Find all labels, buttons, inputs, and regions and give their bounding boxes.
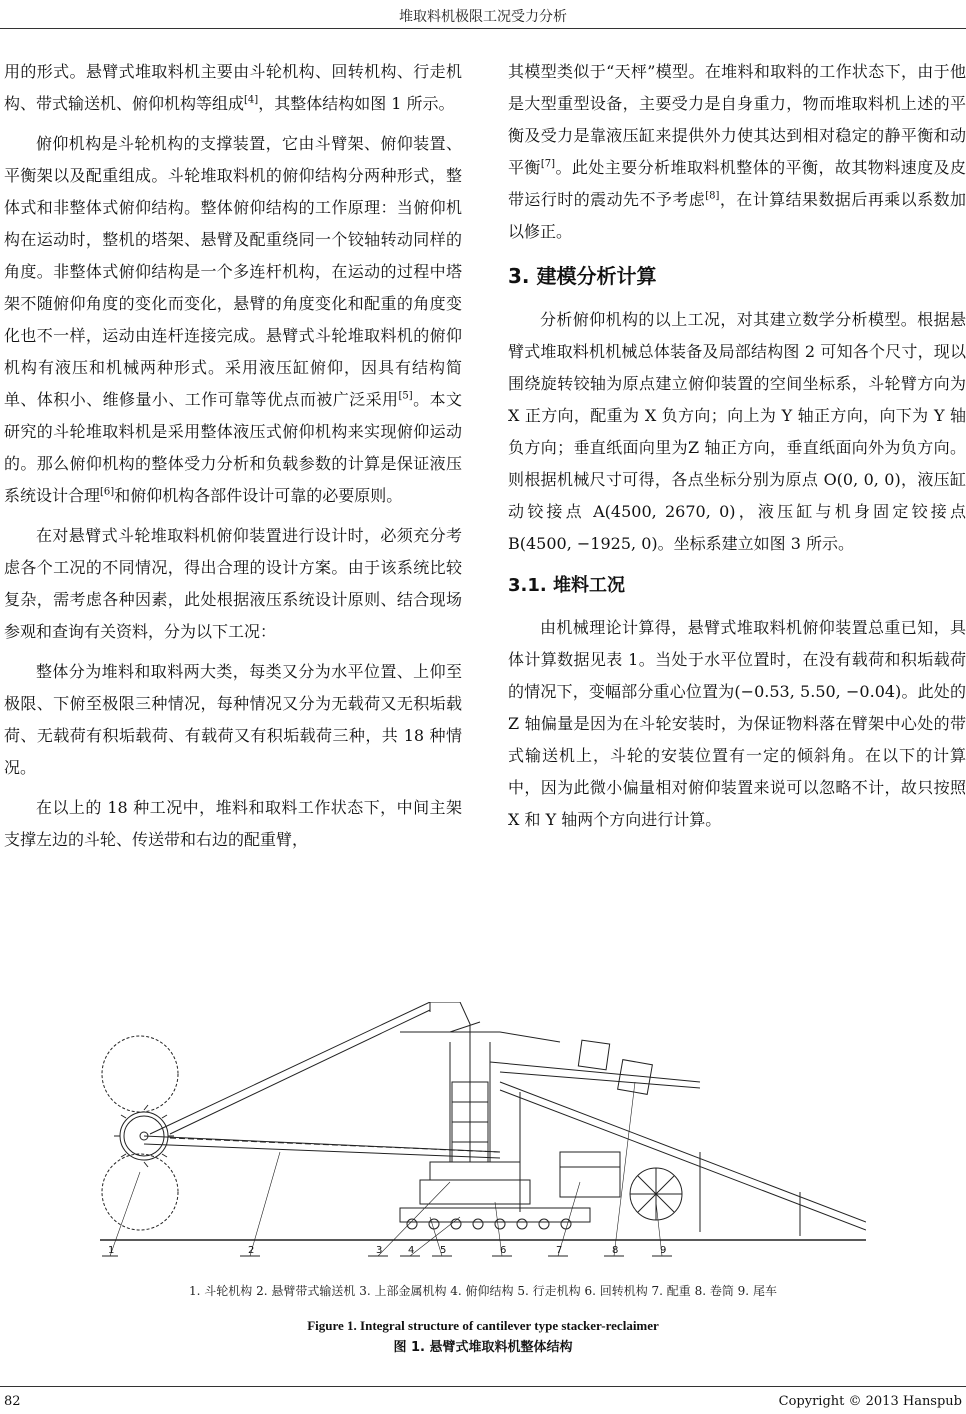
running-title: 堆取料机极限工况受力分析 xyxy=(399,9,567,25)
machine-house xyxy=(560,1152,620,1197)
part-leaders xyxy=(102,1082,672,1256)
boom-tie xyxy=(150,1002,430,1134)
footer-rule xyxy=(0,1386,966,1387)
citation: [6] xyxy=(100,486,115,498)
part-number-label: 9 xyxy=(660,1245,667,1256)
part-number-label: 1 xyxy=(108,1245,115,1256)
citation: [4] xyxy=(244,94,259,106)
section-3-heading: 3. 建模分析计算 xyxy=(508,264,657,288)
citation: [7] xyxy=(540,158,556,170)
right-paragraph-3: 由机械理论计算得，悬臂式堆取料机俯仰装置总重已知，具体计算数据见表 1。当处于水平位置时，在没有载荷和积垢载荷的情况下，变幅部分重心位置为(−0.53, 5.50, −0.04)。此处的 Z 轴偏量是因为在斗轮安装时，为保证物料落在臂架中心处的带式输送机上，斗轮的安装位置有一定的倾斜角。在以下的计算中，因为此微小偏量相对俯仰装置来说可以忽略不计，故只按照 X 和 Y 轴两个方向进行计算。 xyxy=(508,618,966,829)
part-number-label: 2 xyxy=(248,1245,255,1256)
figure-caption-chinese: 图 1. 悬臂式堆取料机整体结构 xyxy=(393,1340,573,1355)
counterweight-arm xyxy=(490,1062,700,1088)
part-number-label: 3 xyxy=(376,1245,383,1256)
left-column xyxy=(4,56,462,864)
left-paragraph-4: 整体分为堆料和取料两大类，每类又分为水平位置、上仰至极限、下俯至极限三种情况，每种情况又分为无载荷又无积垢载荷、无载荷有积垢载荷、有载荷又有积垢载荷三种，共 18 种情况。 xyxy=(4,662,462,777)
right-paragraph-1: 其模型类似于“天枰”模型。在堆料和取料的工作状态下，由于他是大型重型设备，主要受力是自身重力，物而堆取料机上述的平衡及受力是靠液压缸来提供外力使其达到相对稳定的静平衡和动平衡[7]。此处主要分析堆取料机整体的平衡，故其物料速度及皮带运行时的震动先不予考虑[8]，在计算结果数据后再乘以系数加以修正。 xyxy=(508,62,966,241)
left-paragraph-3: 在对悬臂式斗轮堆取料机俯仰装置进行设计时，必须充分考虑各个工况的不同情况，得出合理的设计方案。由于该系统比较复杂，需考虑各种因素，此处根据液压系统设计原则、结合现场参观和查询有关资料，分为以下工况： xyxy=(4,526,462,641)
left-paragraph-1: 用的形式。悬臂式堆取料机主要由斗轮机构、回转机构、行走机构、带式输送机、俯仰机构等组成[4]，其整体结构如图 1 所示。 xyxy=(4,62,462,113)
part-number-label: 4 xyxy=(408,1245,415,1256)
wheel-envelope-lower xyxy=(102,1154,178,1230)
copyright-notice: Copyright © 2013 Hanspub xyxy=(778,1394,962,1409)
travel-mechanism xyxy=(400,1208,590,1222)
part-number-label: 7 xyxy=(556,1245,563,1256)
page-number: 82 xyxy=(4,1394,21,1409)
left-paragraph-5: 在以上的 18 种工况中，堆料和取料工作状态下，中间主架支撑左边的斗轮、传送带和右边的配重臂， xyxy=(4,798,462,849)
turntable xyxy=(420,1180,530,1204)
right-column xyxy=(508,56,966,844)
citation: [5] xyxy=(398,390,413,402)
upper-frame xyxy=(400,1022,560,1042)
left-paragraph-2: 俯仰机构是斗轮机构的支撑装置，它由斗臂架、俯仰装置、平衡架以及配重组成。斗轮堆取料机的俯仰结构分两种形式，整体式和非整体式俯仰结构。整体俯仰结构的工作原理：当俯仰机构在运动时，整机的塔架、悬臂及配重绕同一个铰轴转动同样的角度。非整体式俯仰结构是一个多连杆机构，在运动的过程中塔架不随俯仰角度的变化而变化，悬臂的角度变化和配重的角度变化也不一样，运动由连杆连接完成。悬臂式斗轮堆取料机的俯仰机构有液压和机械两种形式。采用液压缸俯仰，因具有结构简单、体积小、维修量小、工作可靠等优点而被广泛采用[5]。本文研究的斗轮堆取料机是采用整体液压式俯仰机构来实现俯仰运动的。那么俯仰机构的整体受力分析和负载参数的计算是保证液压系统设计合理[6]和俯仰机构各部件设计可靠的必要原则。 xyxy=(4,134,462,505)
part-number-label: 6 xyxy=(500,1245,507,1256)
stacker-reclaimer-drawing xyxy=(100,1002,866,1272)
track-wheels xyxy=(407,1219,571,1229)
citation: [8] xyxy=(705,190,720,202)
right-paragraph-2: 分析俯仰机构的以上工况，对其建立数学分析模型。根据悬臂式堆取料机机械总体装备及局部结构图 2 可知各个尺寸，现以围绕旋转铰轴为原点建立俯仰装置的空间坐标系，斗轮臂方向为 X 正方向，配重为 X 负方向；向上为 Y 轴正方向，向下为 Y 轴负方向；垂直纸面向里为Z 轴正方向，垂直纸面向外为负方向。则根据机械尺寸可得，各点坐标分别为原点 O(0, 0, 0)，液压缸动铰接点 A(4500, 2670, 0)，液压缸与机身固定铰接点 B(4500, −1925, 0)。坐标系建立如图 3 所示。 xyxy=(508,310,966,553)
part-number-label: 5 xyxy=(440,1245,447,1256)
part-number-label: 8 xyxy=(612,1245,619,1256)
figure-legend: 1. 斗轮机构 2. 悬臂带式输送机 3. 上部金属机构 4. 俯仰结构 5. 行走机构 6. 回转机构 7. 配重 8. 卷筒 9. 尾车 xyxy=(189,1284,777,1298)
section-3-1-heading: 3.1. 堆料工况 xyxy=(508,575,625,596)
wheel-envelope-upper xyxy=(102,1036,178,1112)
figure-caption-english: Figure 1. Integral structure of cantilever type stacker-reclaimer xyxy=(307,1318,659,1333)
header-rule xyxy=(0,28,966,29)
